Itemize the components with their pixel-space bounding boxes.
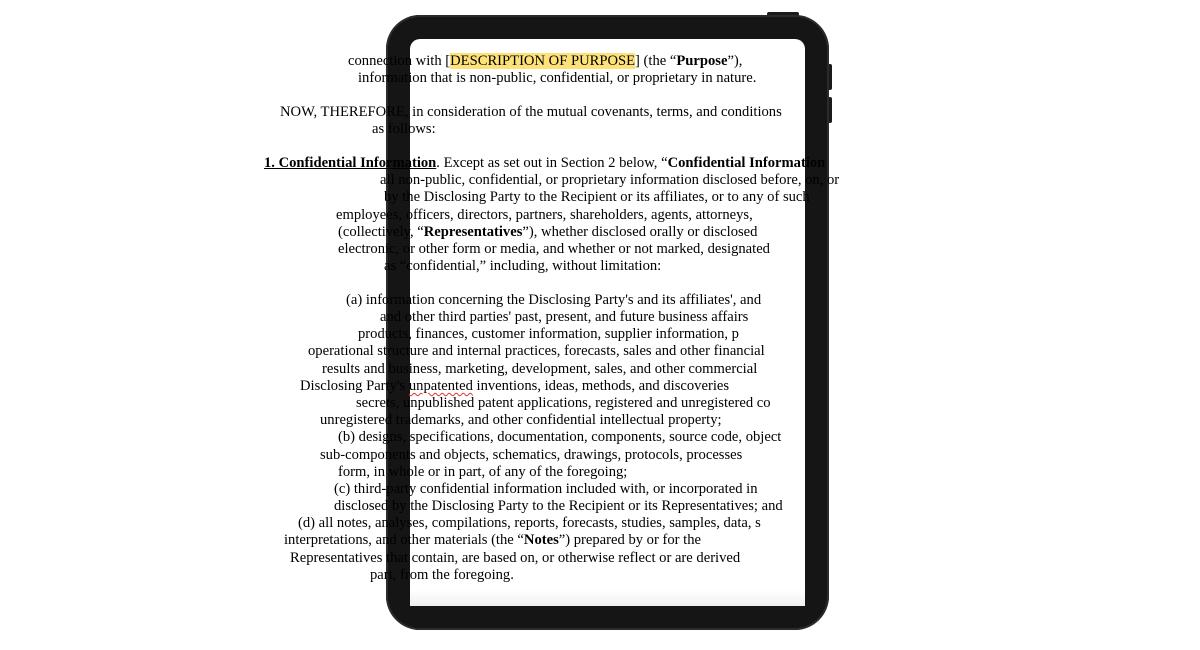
text-line xyxy=(380,172,918,189)
text-line xyxy=(298,515,918,532)
text-line xyxy=(320,412,918,429)
text-line xyxy=(308,343,918,360)
text-run: . Except as set out in Section 2 below, “ xyxy=(436,154,668,171)
text-line xyxy=(280,104,918,121)
text-line xyxy=(338,464,918,481)
defined-term: Notes xyxy=(523,532,559,549)
text-run: (c) third-party confidential information included with, or incorporated in xyxy=(334,480,758,497)
text-run: results and business, marketing, development, sales, and other commercial xyxy=(322,360,758,377)
text-run: as follows: xyxy=(372,121,436,138)
text-run: ”), whether disclosed orally or disclosed xyxy=(522,223,758,240)
text-line xyxy=(358,70,918,87)
text-line xyxy=(300,378,918,395)
text-line xyxy=(284,532,918,549)
text-run: all non-public, confidential, or proprietary information disclosed before, on, or xyxy=(380,172,840,189)
text-line xyxy=(290,550,918,567)
text-line xyxy=(384,258,918,275)
text-line xyxy=(348,53,918,70)
text-line xyxy=(322,361,918,378)
text-line xyxy=(334,481,918,498)
text-run: (b) designs, specifications, documentation, components, source code, object xyxy=(338,429,782,446)
text-line xyxy=(370,567,918,584)
text-run: by the Disclosing Party to the Recipient or its affiliates, or to any of such xyxy=(384,189,810,206)
text-run: products, finances, customer information, supplier information, p xyxy=(358,326,739,343)
text-run: (a) information concerning the Disclosing Party's and its affiliates', and xyxy=(346,291,762,308)
text-run: and other third parties' past, present, and future business affairs xyxy=(380,309,749,326)
text-run: electronic, or other form or media, and whether or not marked, designated xyxy=(338,240,770,257)
text-run: unregistered trademarks, and other confidential intellectual property; xyxy=(320,412,722,429)
text-line xyxy=(320,447,918,464)
paragraph-confidential-information xyxy=(264,154,918,275)
text-line xyxy=(334,498,918,515)
text-line xyxy=(372,121,918,138)
defined-term: Purpose xyxy=(676,53,728,69)
text-line xyxy=(346,292,918,309)
text-line xyxy=(338,241,918,258)
text-run: part, from the foregoing. xyxy=(370,566,514,583)
text-run: ”) prepared by or for the xyxy=(558,532,701,549)
text-run: sub-components and objects, schematics, drawings, protocols, processes xyxy=(320,446,743,463)
paragraph-consideration xyxy=(280,103,918,138)
text-run: secrets, unpublished patent applications, registered and unregistered co xyxy=(356,394,771,411)
text-line xyxy=(358,326,918,343)
text-line xyxy=(264,155,918,172)
text-line xyxy=(356,395,918,412)
text-line xyxy=(338,429,918,446)
tablet-screen[interactable] xyxy=(264,39,840,606)
text-run: (d) all notes, analyses, compilations, reports, forecasts, studies, samples, data, s xyxy=(298,515,761,532)
text-run: connection with [ xyxy=(348,53,451,69)
text-run: ] (the “ xyxy=(635,53,677,69)
text-line xyxy=(380,309,918,326)
text-run: Representatives that contain, are based on, or otherwise reflect or are derived xyxy=(290,549,741,566)
text-run: interpretations, and other materials (the “ xyxy=(284,532,524,549)
text-run: information that is non-public, confidential, or proprietary in nature. xyxy=(358,70,757,87)
text-run: as “confidential,” including, without limitation: xyxy=(384,258,662,275)
text-run: (collectively, “ xyxy=(338,223,424,240)
text-line xyxy=(384,189,918,206)
paragraph-purpose xyxy=(348,53,918,87)
text-run: Disclosing Party's xyxy=(300,377,409,394)
section-heading: 1. Confidential Information xyxy=(264,154,437,171)
text-line xyxy=(336,207,918,224)
text-run: operational structure and internal practices, forecasts, sales and other financial xyxy=(308,343,765,360)
spellcheck-flagged-word: unpatented xyxy=(408,377,473,394)
highlighted-placeholder: DESCRIPTION OF PURPOSE xyxy=(450,53,636,69)
text-line xyxy=(338,224,918,241)
paragraph-information-list xyxy=(284,291,918,584)
text-run: inventions, ideas, methods, and discoveries xyxy=(472,377,730,394)
text-run: ”), xyxy=(727,53,743,69)
text-run: form, in whole or in part, of any of the foregoing; xyxy=(338,463,628,480)
document-page xyxy=(264,53,918,584)
text-run: disclosed by the Disclosing Party to the Recipient or its Representatives; and xyxy=(334,498,783,515)
text-run: employees, officers, directors, partners, shareholders, agents, attorneys, xyxy=(336,206,753,223)
defined-term: Representatives xyxy=(423,223,523,240)
defined-term: Confidential Information xyxy=(667,154,826,171)
text-run: NOW, THEREFORE, in consideration of the mutual covenants, terms, and conditions xyxy=(280,103,782,120)
